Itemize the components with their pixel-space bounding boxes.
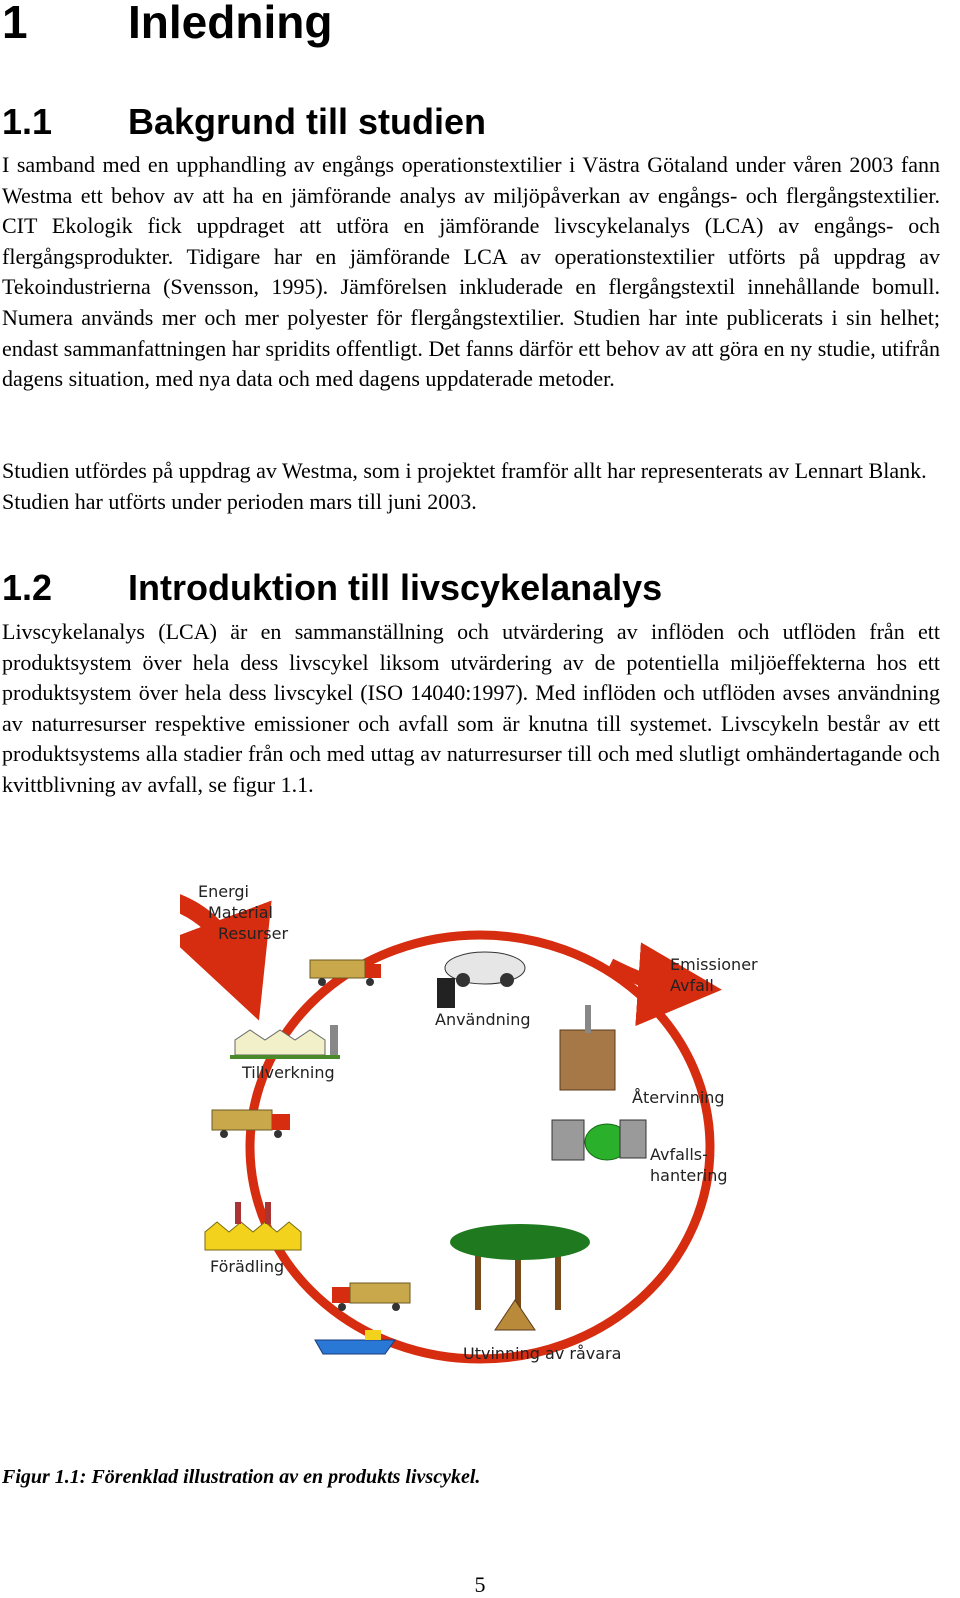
paragraph-commission: Studien utfördes på uppdrag av Westma, som i projektet framför allt har representerats av Lennart Blank. Studien har utförts under perioden mars till juni 2003. bbox=[2, 458, 927, 514]
label-material: Material bbox=[208, 903, 273, 922]
figure-caption: Figur 1.1: Förenklad illustration av en produkts livscykel. bbox=[2, 1466, 481, 1488]
label-foradling: Förädling bbox=[210, 1257, 285, 1276]
chapter-number: 1 bbox=[2, 0, 28, 48]
label-energi: Energi bbox=[198, 882, 249, 901]
label-emissioner: Emissioner bbox=[670, 955, 758, 974]
section-title: Introduktion till livscykelanalys bbox=[128, 567, 663, 608]
ship-icon bbox=[315, 1330, 395, 1354]
page-number: 5 bbox=[474, 1572, 486, 1597]
section-title: Bakgrund till studien bbox=[128, 101, 487, 142]
chapter-title: Inledning bbox=[128, 0, 333, 48]
label-avfalls: Avfalls- bbox=[650, 1145, 708, 1164]
chapter-heading bbox=[2, 0, 332, 50]
car-icon bbox=[437, 952, 525, 1008]
label-avfall: Avfall bbox=[670, 976, 714, 995]
section-number: 1.1 bbox=[2, 101, 53, 142]
label-tillverkning: Tillverkning bbox=[242, 1063, 335, 1082]
label-anvandning: Användning bbox=[435, 1010, 531, 1029]
waste-icon bbox=[552, 1120, 646, 1160]
label-utvinning: Utvinning av råvara bbox=[463, 1344, 622, 1363]
label-atervinning: Återvinning bbox=[632, 1088, 725, 1107]
section-heading-1-1 bbox=[2, 100, 486, 144]
truck-icon bbox=[332, 1283, 410, 1311]
section-heading-1-2 bbox=[2, 566, 662, 610]
paragraph-lca-intro: Livscykelanalys (LCA) är en sammanställning och utvärdering av inflöden och utflöden från ett produktsystem över hela dess livscykel liksom utvärdering av de potentiella miljöeffekterna hos ett produktsystem över hela dess livscykel (ISO 14040:1997). Med inflöden och utflöden avses användning av naturresurser respektive emissioner och avfall som är knutna till systemet. Livscykeln består av ett produktsystems alla stadier från och med uttag av naturresurser till och med slutligt omhändertagande och kvittblivning av avfall, se figur 1.1. bbox=[2, 619, 940, 797]
paragraph-background: I samband med en upphandling av engångs operationstextilier i Västra Götaland under våren 2003 fann Westma ett behov av att ha en jämförande analys av miljöpåverkan av engångs- och flergångstextilier. CIT Ekologik fick uppdraget att utföra en jämförande livscykelanalys (LCA) av engångs- och flergångsprodukter. Tidigare har en jämförande LCA av operationstextilier utförts på uppdrag av Tekoindustrierna (Svensson, 1995). Jämförelsen inkluderade en flergångstextil innehållande bomull. Numera används mer och mer polyester för flergångstextilier. Studien har inte publicerats i sin helhet; endast sammanfattningen har spridits offentligt. Det fanns därför ett behov av att göra en ny studie, utifrån dagens situation, med nya data och med dagens uppdaterade metoder. bbox=[2, 152, 940, 392]
trees-icon bbox=[450, 1224, 590, 1330]
label-resurser: Resurser bbox=[218, 924, 289, 943]
recycling-icon bbox=[560, 1005, 615, 1090]
refinery-icon bbox=[205, 1202, 301, 1250]
label-hantering: hantering bbox=[650, 1166, 728, 1185]
life-cycle-figure bbox=[180, 875, 780, 1395]
life-cycle-diagram bbox=[180, 875, 780, 1395]
section-number: 1.2 bbox=[2, 567, 53, 608]
